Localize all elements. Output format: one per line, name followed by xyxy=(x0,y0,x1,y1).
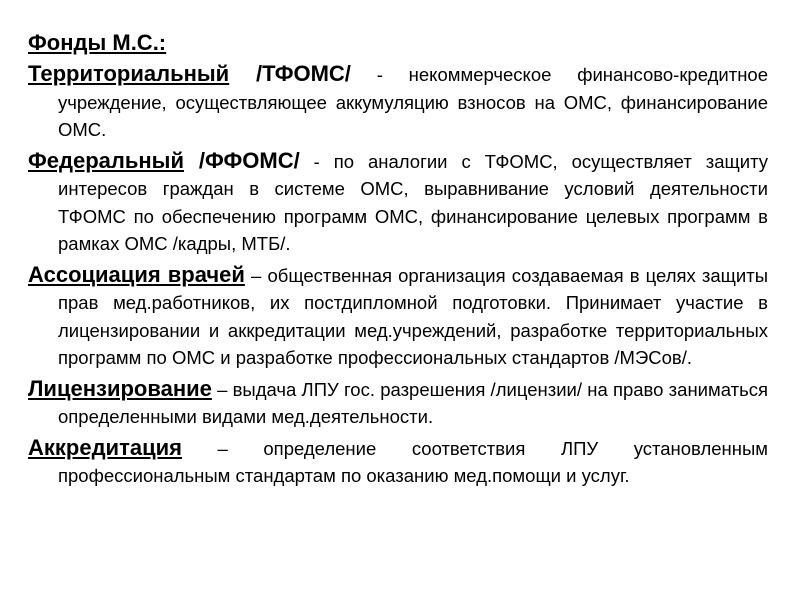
definition-doctors-association-text: – общественная организация создаваемая в целях защиты прав мед.работников, их постдипломной подготовки. Принимает участие в лицензировании и аккредитации мед.учреждений, разработке территориальных программ по ОМС и разработке профессиональных стандартов /МЭСов/. xyxy=(58,264,768,368)
definition-licensing xyxy=(28,375,768,431)
term-doctors-association: Ассоциация врачей xyxy=(28,261,245,287)
definition-territorial-text: - некоммерческое финансово-кредитное учреждение, осуществляющее аккумуляцию взносов на ОМС, финансирование ОМС. xyxy=(58,64,768,140)
definition-licensing-text: – выдача ЛПУ гос. разрешения /лицензии/ на право заниматься определенными видами мед.деятельности. xyxy=(58,378,768,427)
term-federal: Федеральный xyxy=(28,147,184,173)
definition-doctors-association xyxy=(28,261,768,372)
definition-federal-text: - по аналогии с ТФОМС, осуществляет защиту интересов граждан в системе ОМС, выравнивание условий деятельности ТФОМС по обеспечению программ ОМС, финансирование целевых программ в рамках ОМС /кадры, МТБ/. xyxy=(58,150,768,254)
definition-accreditation-text: – определение соответствия ЛПУ установленным профессиональным стандартам по оказанию мед.помощи и услуг. xyxy=(58,437,768,486)
term-territorial-abbr: /ТФОМС/ xyxy=(229,61,351,86)
definition-territorial xyxy=(28,60,768,144)
slide-content xyxy=(28,28,768,493)
term-accreditation: Аккредитация xyxy=(28,434,182,460)
term-federal-abbr: /ФФОМС/ xyxy=(184,147,300,173)
definition-accreditation xyxy=(28,434,768,490)
slide-title: Фонды М.С.: xyxy=(28,30,167,55)
term-licensing: Лицензирование xyxy=(28,375,212,401)
term-territorial: Территориальный xyxy=(28,61,230,86)
definition-federal xyxy=(28,147,768,258)
